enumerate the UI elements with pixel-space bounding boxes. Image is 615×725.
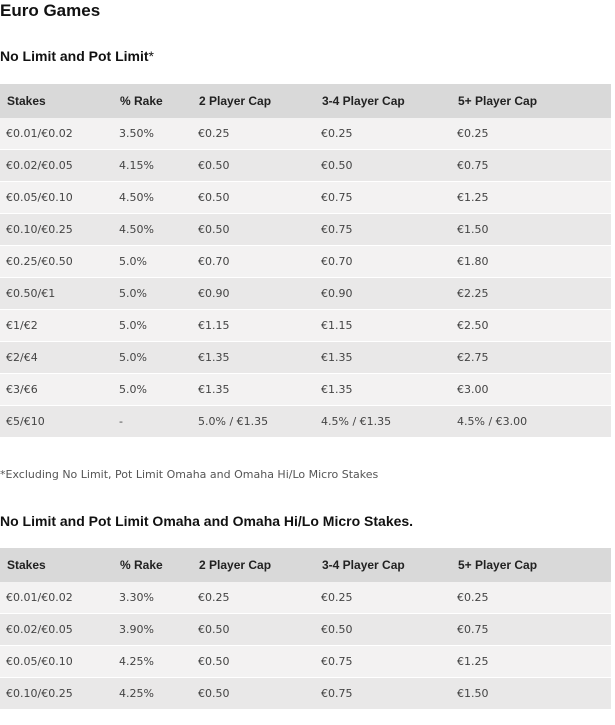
cell-3-4-player-cap: €0.70	[315, 246, 451, 278]
table-body	[0, 582, 611, 710]
table-header-row	[0, 84, 611, 118]
cell-3-4-player-cap: €0.90	[315, 278, 451, 310]
cell-3-4-player-cap: €0.75	[315, 678, 451, 710]
cell-2-player-cap: €0.70	[192, 246, 315, 278]
table-row	[0, 678, 611, 710]
cell-5-plus-player-cap: €1.50	[451, 678, 611, 710]
cell-2-player-cap: €0.50	[192, 646, 315, 678]
cell-5-plus-player-cap: €0.25	[451, 118, 611, 150]
cell-3-4-player-cap: €1.35	[315, 342, 451, 374]
header-2-player-cap: 2 Player Cap	[192, 84, 315, 118]
cell-5-plus-player-cap: €2.25	[451, 278, 611, 310]
section-title-no-limit-pot-limit	[0, 47, 154, 65]
header-rake: % Rake	[113, 548, 192, 582]
cell-stakes: €0.25/€0.50	[0, 246, 113, 278]
cell-3-4-player-cap: €0.75	[315, 182, 451, 214]
cell-5-plus-player-cap: €2.75	[451, 342, 611, 374]
cell-2-player-cap: €1.35	[192, 374, 315, 406]
cell-3-4-player-cap: €1.35	[315, 374, 451, 406]
table-body	[0, 118, 611, 438]
table-row	[0, 310, 611, 342]
cell-stakes: €5/€10	[0, 406, 113, 438]
header-stakes: Stakes	[0, 84, 113, 118]
page-title: Euro Games	[0, 1, 101, 20]
cell-2-player-cap: €0.50	[192, 214, 315, 246]
cell-rake: 3.90%	[113, 614, 192, 646]
header-5-plus-player-cap: 5+ Player Cap	[451, 84, 611, 118]
cell-5-plus-player-cap: €2.50	[451, 310, 611, 342]
cell-stakes: €3/€6	[0, 374, 113, 406]
cell-5-plus-player-cap: €1.25	[451, 182, 611, 214]
cell-rake: 4.50%	[113, 214, 192, 246]
cell-stakes: €0.02/€0.05	[0, 150, 113, 182]
rake-table-omaha-micro-stakes	[0, 548, 611, 710]
cell-stakes: €0.10/€0.25	[0, 214, 113, 246]
cell-stakes: €0.10/€0.25	[0, 678, 113, 710]
table-row	[0, 646, 611, 678]
cell-rake: 5.0%	[113, 278, 192, 310]
rake-table-no-limit-pot-limit	[0, 84, 611, 438]
header-5-plus-player-cap: 5+ Player Cap	[451, 548, 611, 582]
cell-3-4-player-cap: €1.15	[315, 310, 451, 342]
cell-rake: -	[113, 406, 192, 438]
cell-rake: 5.0%	[113, 342, 192, 374]
table-row	[0, 214, 611, 246]
cell-rake: 4.50%	[113, 182, 192, 214]
header-2-player-cap: 2 Player Cap	[192, 548, 315, 582]
cell-2-player-cap: €0.50	[192, 614, 315, 646]
header-3-4-player-cap: 3-4 Player Cap	[315, 84, 451, 118]
table-row	[0, 406, 611, 438]
cell-rake: 4.25%	[113, 646, 192, 678]
header-stakes: Stakes	[0, 548, 113, 582]
cell-stakes: €0.05/€0.10	[0, 182, 113, 214]
cell-5-plus-player-cap: €3.00	[451, 374, 611, 406]
table-row	[0, 342, 611, 374]
cell-stakes: €0.02/€0.05	[0, 614, 113, 646]
cell-rake: 3.30%	[113, 582, 192, 614]
footnote: *Excluding No Limit, Pot Limit Omaha and Omaha Hi/Lo Micro Stakes	[0, 468, 379, 481]
cell-stakes: €0.50/€1	[0, 278, 113, 310]
cell-rake: 4.15%	[113, 150, 192, 182]
cell-rake: 5.0%	[113, 374, 192, 406]
table-row	[0, 182, 611, 214]
cell-2-player-cap: €0.50	[192, 678, 315, 710]
header-rake: % Rake	[113, 84, 192, 118]
cell-3-4-player-cap: €0.25	[315, 582, 451, 614]
cell-3-4-player-cap: €0.50	[315, 150, 451, 182]
cell-3-4-player-cap: 4.5% / €1.35	[315, 406, 451, 438]
table-row	[0, 150, 611, 182]
section-title-omaha-micro-stakes: No Limit and Pot Limit Omaha and Omaha Hi/Lo Micro Stakes.	[0, 513, 414, 529]
cell-5-plus-player-cap: €0.75	[451, 150, 611, 182]
cell-3-4-player-cap: €0.50	[315, 614, 451, 646]
table-row	[0, 582, 611, 614]
cell-rake: 3.50%	[113, 118, 192, 150]
table-row	[0, 246, 611, 278]
cell-2-player-cap: €0.50	[192, 182, 315, 214]
header-3-4-player-cap: 3-4 Player Cap	[315, 548, 451, 582]
section-title-text: No Limit and Pot Limit	[0, 48, 149, 64]
table-row	[0, 118, 611, 150]
cell-stakes: €0.01/€0.02	[0, 118, 113, 150]
footnote-marker: *	[148, 48, 154, 64]
cell-rake: 5.0%	[113, 246, 192, 278]
cell-5-plus-player-cap: 4.5% / €3.00	[451, 406, 611, 438]
cell-5-plus-player-cap: €1.50	[451, 214, 611, 246]
table-row	[0, 278, 611, 310]
cell-3-4-player-cap: €0.25	[315, 118, 451, 150]
cell-2-player-cap: €0.90	[192, 278, 315, 310]
cell-stakes: €2/€4	[0, 342, 113, 374]
cell-2-player-cap: €0.25	[192, 118, 315, 150]
cell-3-4-player-cap: €0.75	[315, 646, 451, 678]
table-row	[0, 614, 611, 646]
table-row	[0, 374, 611, 406]
cell-stakes: €0.05/€0.10	[0, 646, 113, 678]
cell-3-4-player-cap: €0.75	[315, 214, 451, 246]
cell-rake: 5.0%	[113, 310, 192, 342]
cell-stakes: €1/€2	[0, 310, 113, 342]
cell-2-player-cap: €0.25	[192, 582, 315, 614]
cell-2-player-cap: €1.35	[192, 342, 315, 374]
cell-stakes: €0.01/€0.02	[0, 582, 113, 614]
cell-5-plus-player-cap: €0.25	[451, 582, 611, 614]
cell-2-player-cap: €0.50	[192, 150, 315, 182]
table-header-row	[0, 548, 611, 582]
cell-5-plus-player-cap: €1.25	[451, 646, 611, 678]
cell-2-player-cap: €1.15	[192, 310, 315, 342]
cell-rake: 4.25%	[113, 678, 192, 710]
cell-2-player-cap: 5.0% / €1.35	[192, 406, 315, 438]
cell-5-plus-player-cap: €1.80	[451, 246, 611, 278]
cell-5-plus-player-cap: €0.75	[451, 614, 611, 646]
